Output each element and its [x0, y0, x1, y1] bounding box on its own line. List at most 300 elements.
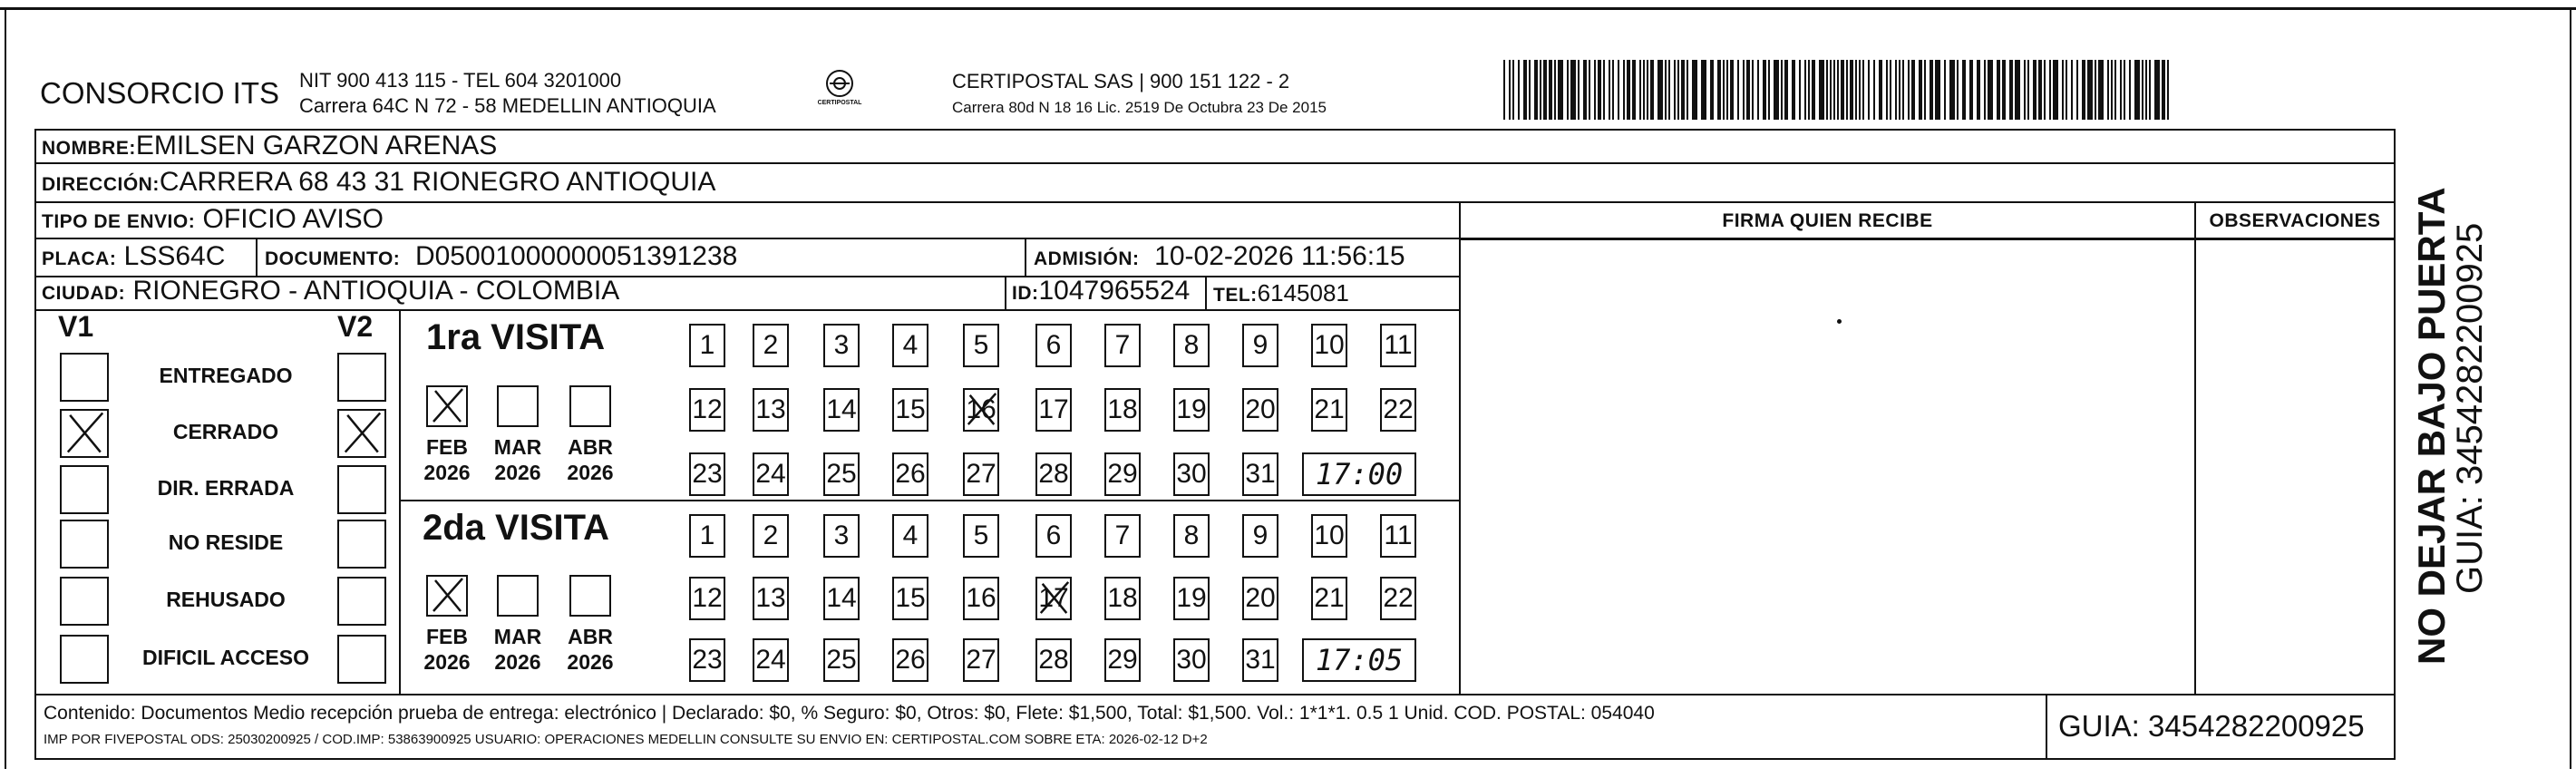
barcode-bar — [1957, 60, 1959, 120]
visit-separator-line — [399, 500, 1461, 501]
barcode-bar — [2038, 60, 2042, 120]
barcode-bar — [1540, 60, 1541, 120]
admision-divider — [1025, 238, 1026, 276]
first-visit-day-15[interactable]: 15 — [892, 388, 928, 432]
barcode-bar — [1784, 60, 1788, 120]
month-year: 2026 — [423, 650, 471, 674]
barcode-bar — [2024, 60, 2026, 120]
check-mark-icon — [430, 577, 466, 613]
barcode-bar — [2120, 60, 2122, 120]
barcode-bar — [1677, 60, 1679, 120]
side-guia: GUIA: 3454282200925 — [2450, 222, 2490, 594]
first-visit-day-30[interactable]: 30 — [1173, 452, 1210, 496]
barcode-bar — [1924, 60, 1926, 120]
barcode-bar — [1988, 60, 1993, 120]
barcode-bar — [2129, 60, 2131, 120]
barcode-bar — [2015, 60, 2020, 120]
barcode-bar — [1997, 60, 2000, 120]
second-visit-day-17[interactable]: 17 — [1035, 577, 1072, 620]
check-mark-icon — [430, 387, 466, 423]
barcode-bar — [1549, 60, 1552, 120]
month-name: MAR — [493, 625, 542, 648]
barcode-bar — [2076, 60, 2078, 120]
barcode-bar — [1643, 60, 1645, 120]
barcode-bar — [1558, 60, 1563, 120]
documento-value: D05001000000051391238 — [414, 241, 738, 271]
first-visit-day-1[interactable]: 1 — [689, 324, 725, 367]
first-visit-day-22[interactable]: 22 — [1380, 388, 1416, 432]
barcode-bar — [1879, 60, 1882, 120]
id-value: 1047965524 — [1038, 276, 1191, 306]
id-label: ID: — [1012, 283, 1039, 304]
first-visit-day-8[interactable]: 8 — [1173, 324, 1210, 367]
barcode-bar — [2149, 60, 2151, 120]
month-year: 2026 — [567, 650, 614, 674]
barcode-bar — [1603, 60, 1605, 120]
firma-left-line — [1459, 201, 1461, 695]
tel-value: 6145081 — [1257, 279, 1349, 306]
admision-label: ADMISIÓN: — [1034, 248, 1140, 269]
nombre-label: NOMBRE: — [42, 138, 136, 159]
barcode-bar — [1833, 60, 1835, 120]
second-visit-day-12[interactable]: 12 — [689, 577, 725, 620]
barcode-bar — [1774, 60, 1779, 120]
first-visit-day-18[interactable]: 18 — [1104, 388, 1141, 432]
barcode-bar — [1529, 60, 1531, 120]
barcode-bar — [1578, 60, 1580, 120]
barcode-bar — [1969, 60, 1973, 120]
second-visit-day-27[interactable]: 27 — [963, 638, 999, 682]
second-visit-month-label — [559, 624, 622, 675]
observaciones-area[interactable] — [2198, 241, 2392, 692]
month-name: FEB — [426, 435, 468, 459]
first-visit-month-checkbox-abr[interactable] — [569, 385, 611, 427]
barcode-bar — [1647, 60, 1648, 120]
barcode-bar — [1701, 60, 1706, 120]
v2-checkbox-rehusado[interactable] — [337, 577, 386, 626]
barcode-bar — [1792, 60, 1795, 120]
barcode-bar — [1868, 60, 1870, 120]
barcode-bar — [2111, 60, 2113, 120]
v2-checkbox-dir-errada[interactable] — [337, 465, 386, 514]
first-visit-day-16[interactable]: 16 — [963, 388, 999, 432]
first-visit-month-checkbox-mar[interactable] — [497, 385, 539, 427]
barcode-bar — [1799, 60, 1801, 120]
first-visit-day-20[interactable]: 20 — [1242, 388, 1278, 432]
barcode-bar — [1583, 60, 1587, 120]
barcode-bar — [1717, 60, 1721, 120]
second-visit-day-31[interactable]: 31 — [1242, 638, 1278, 682]
barcode-bar — [1919, 60, 1922, 120]
second-visit-day-19[interactable]: 19 — [1173, 577, 1210, 620]
barcode-bar — [1594, 60, 1596, 120]
id-row — [1012, 276, 1190, 306]
status-label-entregado: ENTREGADO — [159, 364, 293, 387]
barcode-bar — [1570, 60, 1576, 120]
nombre-bottom-line — [34, 162, 2396, 164]
ciudad-bottom-line — [34, 309, 1461, 311]
second-visit-day-21[interactable]: 21 — [1311, 577, 1347, 620]
barcode-bar — [1859, 60, 1861, 120]
barcode-bar — [1665, 60, 1667, 120]
barcode-bar — [1567, 60, 1569, 120]
first-visit-day-12[interactable]: 12 — [689, 388, 725, 432]
month-name: FEB — [426, 625, 468, 648]
nombre-row — [42, 131, 497, 161]
first-visit-day-2[interactable]: 2 — [753, 324, 789, 367]
first-visit-day-17[interactable]: 17 — [1035, 388, 1072, 432]
second-visit-day-5[interactable]: 5 — [963, 514, 999, 558]
tipo-value: OFICIO AVISO — [202, 204, 384, 234]
first-visit-month-label — [559, 434, 622, 485]
barcode-bar — [1886, 60, 1888, 120]
barcode-bar — [1743, 60, 1745, 120]
second-visit-day-18[interactable]: 18 — [1104, 577, 1141, 620]
second-visit-title: 2da VISITA — [423, 508, 609, 548]
second-visit-day-6[interactable]: 6 — [1035, 514, 1072, 558]
barcode-bar — [1632, 60, 1636, 120]
first-visit-day-11[interactable]: 11 — [1380, 324, 1416, 367]
footer-line2: IMP POR FIVEPOSTAL ODS: 25030200925 / COD.IMP: 53863900925 USUARIO: OPERACIONES MEDELLIN CONSULTE SU ENVIO EN: CERTIPOSTAL.COM SOBRE ETA: 2026-02-12 D+2 — [44, 732, 1208, 747]
direccion-label: DIRECCIÓN: — [42, 174, 160, 195]
table-left-line — [34, 129, 36, 760]
barcode-bar — [1512, 60, 1514, 120]
barcode-bar — [1846, 60, 1848, 120]
first-visit-day-10[interactable]: 10 — [1311, 324, 1347, 367]
first-visit-day-3[interactable]: 3 — [823, 324, 860, 367]
barcode-bar — [1819, 60, 1824, 120]
barcode-bar — [1523, 60, 1527, 120]
barcode-bar — [1726, 60, 1728, 120]
barcode-bar — [1830, 60, 1832, 120]
check-mark-icon — [341, 411, 384, 454]
check-mark-icon — [965, 392, 999, 426]
first-visit-day-13[interactable]: 13 — [753, 388, 789, 432]
address-line: Carrera 64C N 72 - 58 MEDELLIN ANTIOQUIA — [299, 94, 716, 117]
barcode — [1503, 60, 2174, 120]
body-bottom-line — [34, 694, 2396, 695]
first-visit-day-23[interactable]: 23 — [689, 452, 725, 496]
tel-divider — [1205, 276, 1207, 309]
barcode-bar — [1763, 60, 1766, 120]
second-visit-month-checkbox-mar[interactable] — [497, 575, 539, 617]
barcode-bar — [1837, 60, 1839, 120]
right-border — [2570, 7, 2571, 769]
month-year: 2026 — [423, 461, 471, 484]
barcode-bar — [1908, 60, 1910, 120]
barcode-bar — [1746, 60, 1750, 120]
first-visit-day-21[interactable]: 21 — [1311, 388, 1347, 432]
documento-label: DOCUMENTO: — [265, 248, 401, 269]
barcode-bar — [1899, 60, 1900, 120]
barcode-bar — [1723, 60, 1725, 120]
barcode-bar — [1890, 60, 1891, 120]
table-right-line — [2394, 129, 2396, 760]
signature-area[interactable] — [1463, 241, 2192, 692]
barcode-bar — [1674, 60, 1676, 120]
second-visit-day-16[interactable]: 16 — [963, 577, 999, 620]
left-border — [5, 7, 6, 769]
first-visit-day-31[interactable]: 31 — [1242, 452, 1278, 496]
top-border — [0, 7, 2576, 10]
certipostal-logo — [812, 67, 868, 112]
documento-row — [265, 241, 737, 272]
firma-header-line — [1461, 239, 2396, 240]
footer-guia: GUIA: 3454282200925 — [2058, 709, 2365, 743]
tel-row — [1213, 277, 1349, 308]
second-visit-day-15[interactable]: 15 — [892, 577, 928, 620]
direccion-bottom-line — [34, 201, 2396, 203]
logo-text: CERTIPOSTAL — [817, 100, 862, 106]
barcode-bar — [1692, 60, 1697, 120]
guia-footer-divider — [2046, 694, 2047, 760]
second-visit-day-8[interactable]: 8 — [1173, 514, 1210, 558]
barcode-bar — [1850, 60, 1853, 120]
barcode-bar — [1627, 60, 1630, 120]
first-visit-month-label — [415, 434, 479, 485]
barcode-bar — [2167, 60, 2169, 120]
status-label-dificil-acceso: DIFICIL ACCESO — [141, 646, 309, 669]
barcode-bar — [1554, 60, 1556, 120]
month-name: ABR — [568, 625, 613, 648]
barcode-bar — [2134, 60, 2140, 120]
barcode-bar — [1657, 60, 1663, 120]
second-visit-day-14[interactable]: 14 — [823, 577, 860, 620]
barcode-bar — [1687, 60, 1688, 120]
barcode-bar — [1534, 60, 1538, 120]
first-visit-day-27[interactable]: 27 — [963, 452, 999, 496]
barcode-bar — [2124, 60, 2125, 120]
first-visit-day-29[interactable]: 29 — [1104, 452, 1141, 496]
barcode-bar — [1757, 60, 1759, 120]
v1-checkbox-dir-errada[interactable] — [60, 465, 109, 514]
barcode-bar — [2049, 60, 2051, 120]
second-visit-day-24[interactable]: 24 — [753, 638, 789, 682]
barcode-bar — [1962, 60, 1966, 120]
barcode-bar — [2154, 60, 2160, 120]
placa-row — [42, 241, 225, 272]
barcode-bar — [1895, 60, 1897, 120]
barcode-bar — [1618, 60, 1619, 120]
second-visit-day-23[interactable]: 23 — [689, 638, 725, 682]
month-name: MAR — [493, 435, 542, 459]
observaciones-left-line — [2194, 201, 2196, 695]
tipo-row — [42, 204, 384, 235]
barcode-bar — [1911, 60, 1915, 120]
barcode-bar — [1902, 60, 1904, 120]
second-visit-month-label — [486, 624, 549, 675]
first-visit-title: 1ra VISITA — [426, 317, 606, 357]
barcode-bar — [1737, 60, 1739, 120]
first-visit-day-19[interactable]: 19 — [1173, 388, 1210, 432]
status-label-cerrado: CERRADO — [172, 420, 279, 443]
second-visit-day-26[interactable]: 26 — [892, 638, 928, 682]
status-label-dir-errada: DIR. ERRADA — [157, 476, 295, 500]
barcode-bar — [1543, 60, 1547, 120]
barcode-bar — [2027, 60, 2029, 120]
barcode-bar — [2082, 60, 2085, 120]
firma-label: FIRMA QUIEN RECIBE — [1722, 210, 1933, 231]
ciudad-label: CIUDAD: — [42, 283, 126, 304]
month-year: 2026 — [494, 650, 541, 674]
second-visit-day-9[interactable]: 9 — [1242, 514, 1278, 558]
id-divider — [1005, 276, 1006, 309]
tel-label: TEL: — [1213, 285, 1258, 306]
barcode-bar — [2009, 60, 2013, 120]
first-visit-day-24[interactable]: 24 — [753, 452, 789, 496]
check-mark-icon — [1037, 580, 1072, 615]
barcode-bar — [1862, 60, 1864, 120]
barcode-bar — [1808, 60, 1810, 120]
certipostal-line2: Carrera 80d N 18 16 Lic. 2519 De Octubra 23 De 2015 — [952, 99, 1327, 116]
barcode-bar — [1781, 60, 1783, 120]
barcode-bar — [1873, 60, 1875, 120]
barcode-bar — [1768, 60, 1770, 120]
placa-value: LSS64C — [123, 241, 226, 271]
status-divider — [399, 309, 401, 695]
barcode-bar — [1944, 60, 1946, 120]
ciudad-value: RIONEGRO - ANTIOQUIA - COLOMBIA — [132, 276, 620, 306]
barcode-bar — [1598, 60, 1601, 120]
barcode-bar — [1855, 60, 1857, 120]
barcode-bar — [1977, 60, 1980, 120]
first-visit-day-28[interactable]: 28 — [1035, 452, 1072, 496]
ciudad-row — [42, 276, 619, 306]
v1-checkbox-no-reside[interactable] — [60, 520, 109, 569]
footer-line1: Contenido: Documentos Medio recepción prueba de entrega: electrónico | Declarado: $0, % Seguro: $0, Otros: $0, Flete: $1,500, Total: $1,500. Vol.: 1*1*1. 0.5 1 Unid. COD. POSTAL: 054040 — [44, 703, 1655, 724]
barcode-bar — [1681, 60, 1685, 120]
barcode-bar — [1612, 60, 1614, 120]
v1-checkbox-entregado[interactable] — [60, 353, 109, 402]
barcode-bar — [1518, 60, 1520, 120]
second-visit-day-29[interactable]: 29 — [1104, 638, 1141, 682]
barcode-bar — [2142, 60, 2143, 120]
barcode-bar — [1639, 60, 1641, 120]
second-visit-day-28[interactable]: 28 — [1035, 638, 1072, 682]
barcode-bar — [2162, 60, 2165, 120]
second-visit-day-25[interactable]: 25 — [823, 638, 860, 682]
barcode-bar — [1804, 60, 1806, 120]
second-visit-time[interactable]: 17:05 — [1302, 638, 1416, 682]
direccion-row — [42, 167, 715, 198]
check-mark-icon — [63, 411, 107, 454]
barcode-bar — [1710, 60, 1714, 120]
second-visit-day-10[interactable]: 10 — [1311, 514, 1347, 558]
v2-checkbox-entregado[interactable] — [337, 353, 386, 402]
nombre-value: EMILSEN GARZON ARENAS — [135, 131, 498, 160]
admision-value: 10-02-2026 11:56:15 — [1154, 241, 1405, 271]
nit-line: NIT 900 413 115 - TEL 604 3201000 — [299, 69, 622, 92]
barcode-bar — [1984, 60, 1986, 120]
admision-row — [1034, 241, 1405, 272]
placa-label: PLACA: — [42, 248, 117, 269]
first-visit-day-7[interactable]: 7 — [1104, 324, 1141, 367]
first-visit-day-4[interactable]: 4 — [892, 324, 928, 367]
status-label-rehusado: REHUSADO — [166, 588, 286, 611]
v2-checkbox-dificil-acceso[interactable] — [337, 635, 386, 684]
second-visit-day-11[interactable]: 11 — [1380, 514, 1416, 558]
barcode-bar — [2071, 60, 2073, 120]
barcode-bar — [1752, 60, 1754, 120]
v1-header: V1 — [58, 310, 94, 343]
barcode-bar — [2095, 60, 2096, 120]
second-visit-day-7[interactable]: 7 — [1104, 514, 1141, 558]
first-visit-day-14[interactable]: 14 — [823, 388, 860, 432]
barcode-bar — [1650, 60, 1654, 120]
tipo-label: TIPO DE ENVIO: — [42, 211, 196, 232]
first-visit-day-26[interactable]: 26 — [892, 452, 928, 496]
first-visit-time[interactable]: 17:00 — [1302, 452, 1416, 496]
barcode-bar — [2062, 60, 2064, 120]
second-visit-day-3[interactable]: 3 — [823, 514, 860, 558]
barcode-bar — [2114, 60, 2116, 120]
barcode-bar — [1812, 60, 1815, 120]
second-visit-day-30[interactable]: 30 — [1173, 638, 1210, 682]
barcode-bar — [1935, 60, 1940, 120]
barcode-bar — [1668, 60, 1670, 120]
v1-checkbox-rehusado[interactable] — [60, 577, 109, 626]
barcode-bar — [1503, 60, 1505, 120]
barcode-bar — [2044, 60, 2046, 120]
second-visit-day-13[interactable]: 13 — [753, 577, 789, 620]
second-visit-day-20[interactable]: 20 — [1242, 577, 1278, 620]
second-visit-day-1[interactable]: 1 — [689, 514, 725, 558]
status-label-no-reside: NO RESIDE — [168, 530, 284, 554]
barcode-bar — [2033, 60, 2036, 120]
barcode-bar — [1930, 60, 1933, 120]
first-visit-day-25[interactable]: 25 — [823, 452, 860, 496]
barcode-bar — [1826, 60, 1828, 120]
barcode-bar — [2107, 60, 2109, 120]
company-name: CONSORCIO ITS — [40, 76, 280, 110]
certipostal-line1: CERTIPOSTAL SAS | 900 151 122 - 2 — [952, 70, 1290, 92]
placa-divider — [256, 238, 258, 276]
barcode-bar — [2145, 60, 2147, 120]
signature-dot — [1837, 319, 1842, 324]
first-visit-month-label — [486, 434, 549, 485]
direccion-value: CARRERA 68 43 31 RIONEGRO ANTIOQUIA — [159, 167, 716, 197]
barcode-bar — [2053, 60, 2058, 120]
barcode-bar — [2066, 60, 2067, 120]
v1-checkbox-dificil-acceso[interactable] — [60, 635, 109, 684]
first-visit-day-6[interactable]: 6 — [1035, 324, 1072, 367]
second-visit-day-4[interactable]: 4 — [892, 514, 928, 558]
barcode-bar — [1949, 60, 1955, 120]
month-year: 2026 — [494, 461, 541, 484]
observaciones-label: OBSERVACIONES — [2209, 210, 2381, 231]
side-no-dejar: NO DEJAR BAJO PUERTA — [2410, 187, 2453, 665]
first-visit-day-5[interactable]: 5 — [963, 324, 999, 367]
second-visit-day-22[interactable]: 22 — [1380, 577, 1416, 620]
v2-checkbox-no-reside[interactable] — [337, 520, 386, 569]
month-name: ABR — [568, 435, 613, 459]
second-visit-day-2[interactable]: 2 — [753, 514, 789, 558]
barcode-bar — [2002, 60, 2006, 120]
barcode-bar — [1623, 60, 1625, 120]
barcode-bar — [1609, 60, 1610, 120]
barcode-bar — [1509, 60, 1511, 120]
second-visit-month-label — [415, 624, 479, 675]
v2-header: V2 — [337, 310, 374, 343]
barcode-bar — [2087, 60, 2093, 120]
second-visit-month-checkbox-abr[interactable] — [569, 575, 611, 617]
footer-bottom-line — [34, 758, 2396, 760]
first-visit-day-9[interactable]: 9 — [1242, 324, 1278, 367]
barcode-bar — [1730, 60, 1734, 120]
barcode-bar — [1589, 60, 1590, 120]
month-year: 2026 — [567, 461, 614, 484]
barcode-bar — [1841, 60, 1844, 120]
